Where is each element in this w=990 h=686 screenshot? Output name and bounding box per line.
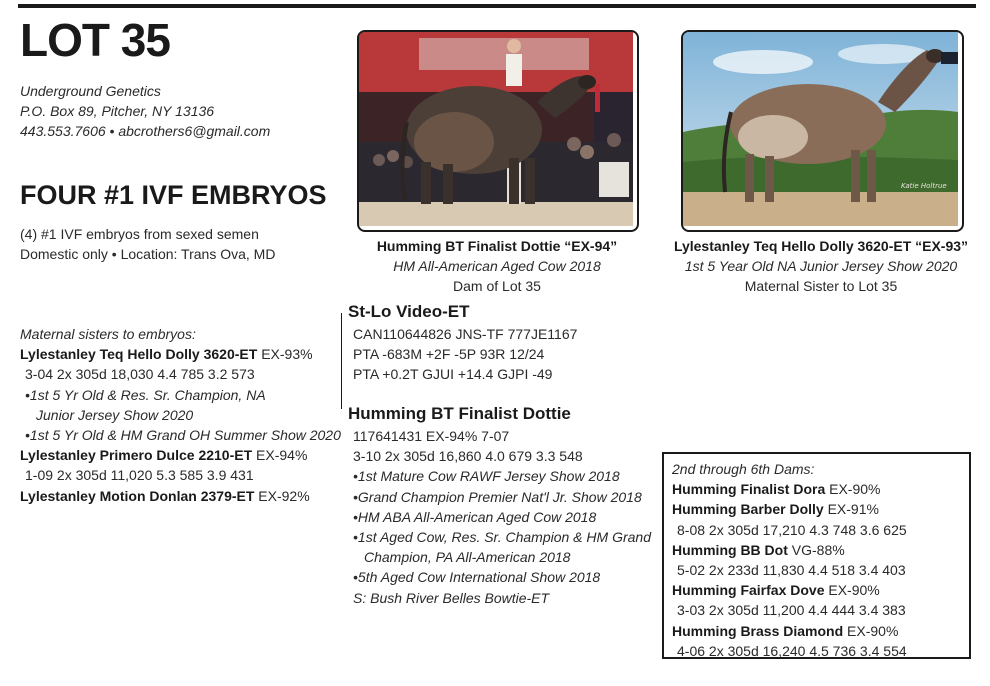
dam-name: Humming BT Finalist Dottie	[348, 404, 571, 423]
sister-1-note-2: •1st 5 Yr Old & HM Grand OH Summer Show 2020	[25, 427, 341, 444]
dam-4-name: Humming BB Dot	[672, 541, 788, 558]
dam-photo-image	[359, 32, 633, 226]
sister-photo-relation: Maternal Sister to Lot 35	[744, 278, 898, 294]
offering-title: FOUR #1 IVF EMBRYOS	[20, 180, 327, 210]
dam-photo	[357, 30, 639, 232]
sister-photo-name: Lylestanley Teq Hello Dolly 3620-ET “EX-93”	[673, 238, 969, 254]
sister-1-record: 3-04 2x 305d 18,030 4.4 785 3.2 573	[25, 366, 255, 383]
sister-2-name: Lylestanley Primero Dulce 2210-ET	[20, 447, 253, 464]
dam-photo-award: HM All-American Aged Cow 2018	[393, 258, 601, 274]
extended-dams-box	[662, 452, 971, 659]
dam-2-name: Humming Finalist Dora	[672, 481, 826, 498]
dam-4-score: VG-88%	[787, 541, 845, 558]
dam-6-score: EX-90%	[843, 622, 899, 639]
maternal-sisters	[20, 324, 341, 506]
sister-3-score: EX-92%	[254, 487, 310, 504]
consignor-name: Underground Genetics	[20, 83, 161, 99]
sisters-heading: Maternal sisters to embryos:	[20, 326, 196, 342]
sire-block	[348, 300, 577, 385]
sister-1-score: EX-93%	[257, 346, 313, 363]
sire-name: St-Lo Video-ET	[348, 302, 470, 321]
dam-3-score: EX-91%	[823, 501, 879, 518]
sister-1-note-1: •1st 5 Yr Old & Res. Sr. Champion, NA	[25, 386, 266, 403]
offering-description	[20, 224, 275, 264]
sire-pta-1: PTA -683M +2F -5P 93R 12/24	[353, 346, 545, 363]
photo-watermark: Katie Holtrue	[901, 182, 947, 190]
sire-ids: CAN110644826 JNS-TF 777JE1167	[353, 326, 578, 342]
dam-photo-name: Humming BT Finalist Dottie “EX-94”	[376, 238, 618, 254]
sister-1-name: Lylestanley Teq Hello Dolly 3620-ET	[20, 346, 258, 363]
pedigree-connector	[341, 313, 342, 409]
dam-5-record: 3-03 2x 305d 11,200 4.4 444 3.4 383	[677, 602, 906, 619]
offering-line-1: (4) #1 IVF embryos from sexed semen	[20, 226, 259, 242]
dam-5-name: Humming Fairfax Dove	[672, 582, 825, 599]
dam-5-score: EX-90%	[824, 582, 880, 599]
dam-photo-caption	[347, 236, 647, 296]
dams-heading: 2nd through 6th Dams:	[672, 461, 815, 477]
dam-note: •Grand Champion Premier Nat'l Jr. Show 2018	[353, 488, 642, 505]
sister-photo-award: 1st 5 Year Old NA Junior Jersey Show 2020	[684, 258, 958, 274]
dam-6-record: 4-06 2x 305d 16,240 4.5 736 3.4 554	[677, 642, 907, 659]
consignor-block	[20, 81, 270, 141]
dam-photo-relation: Dam of Lot 35	[453, 278, 541, 294]
consignor-address: P.O. Box 89, Pitcher, NY 13136	[20, 103, 215, 119]
dam-note: •5th Aged Cow International Show 2018	[353, 569, 601, 586]
dam-registration: 117641431 EX-94% 7-07	[353, 428, 510, 444]
sister-photo-image	[683, 32, 958, 226]
lot-title: LOT 35	[20, 14, 170, 66]
dam-4-record: 5-02 2x 233d 11,830 4.4 518 3.4 403	[677, 562, 906, 579]
dam-6-name: Humming Brass Diamond	[672, 622, 844, 639]
sister-2-record: 1-09 2x 305d 11,020 5.3 585 3.9 431	[25, 467, 254, 484]
dam-3-name: Humming Barber Dolly	[672, 501, 824, 518]
dam-3-record: 8-08 2x 305d 17,210 4.3 748 3.6 625	[677, 521, 907, 538]
dam-note: •HM ABA All-American Aged Cow 2018	[353, 508, 597, 525]
dam-block	[348, 402, 651, 608]
dam-2-score: EX-90%	[825, 481, 881, 498]
offering-line-2: Domestic only • Location: Trans Ova, MD	[20, 246, 276, 262]
top-rule	[18, 4, 976, 8]
sister-1-note-1b: Junior Jersey Show 2020	[36, 406, 194, 423]
consignor-contact: 443.553.7606 • abcrothers6@gmail.com	[20, 123, 271, 139]
sister-2-score: EX-94%	[252, 447, 308, 464]
sire-pta-2: PTA +0.2T GJUI +14.4 GJPI -49	[353, 366, 553, 383]
sister-photo	[681, 30, 964, 232]
sister-3-name: Lylestanley Motion Donlan 2379-ET	[20, 487, 255, 504]
dam-record: 3-10 2x 305d 16,860 4.0 679 3.3 548	[353, 448, 583, 465]
dam-note: •1st Aged Cow, Res. Sr. Champion & HM Grand	[353, 529, 651, 546]
dam-sire: S: Bush River Belles Bowtie-ET	[353, 589, 550, 606]
dam-note: •1st Mature Cow RAWF Jersey Show 2018	[353, 468, 620, 485]
sister-photo-caption	[665, 236, 977, 296]
dam-note: Champion, PA All-American 2018	[364, 549, 571, 566]
